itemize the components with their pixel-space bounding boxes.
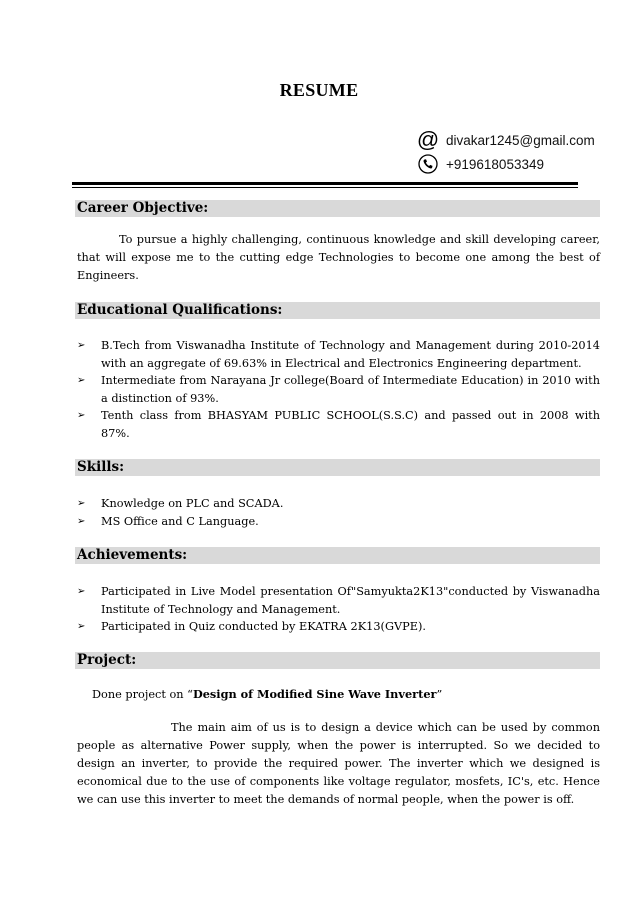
list-item: ➢ Knowledge on PLC and SCADA.: [77, 495, 600, 513]
email-row: [418, 129, 595, 151]
phone-row: [418, 153, 544, 175]
header-divider-thin: [72, 187, 578, 188]
project-description: The main aim of us is to design a device which can be used by common people as alternative Power supply, when the power is interrupted. So we decided to design an inverter, to provide the required power. The inverter which we designed is economical due to the use of components like voltage regulator, mosfets, IC's, etc. Hence we can use this inverter to meet the demands of normal people, when the power is off.: [77, 721, 600, 806]
arrow-bullet-icon: ➢: [77, 515, 86, 527]
arrow-bullet-icon: ➢: [77, 586, 86, 597]
arrow-bullet-icon: ➢: [77, 498, 86, 509]
list-item: ➢ Participated in Quiz conducted by EKATRA 2K13(GVPE).: [77, 618, 600, 636]
education-list: [77, 337, 600, 442]
list-item: ➢ Tenth class from BHASYAM PUBLIC SCHOOL(S.S.C) and passed out in 2008 with 87%.: [77, 409, 600, 440]
list-item: ➢ Intermediate from Narayana Jr college(Board of Intermediate Education) in 2010 with a distinction of 93%.: [77, 374, 600, 405]
list-item: ➢ B.Tech from Viswanadha Institute of Technology and Management during 2010-2014 with an aggregate of 69.63% in Electrical and Electronics Engineering department.: [77, 339, 600, 370]
list-item: ➢ Participated in Live Model presentation Of"Samyukta2K13"conducted by Viswanadha Institute of Technology and Management.: [77, 585, 600, 616]
arrow-bullet-icon: ➢: [77, 410, 86, 421]
section-heading-education: Educational Qualifications:: [75, 302, 600, 319]
arrow-bullet-icon: ➢: [77, 621, 86, 632]
project-intro: Done project on “Design of Modified Sine Wave Inverter”: [92, 687, 443, 701]
header-divider-thick: [72, 182, 578, 185]
section-heading-achievements: Achievements:: [75, 547, 600, 564]
project-title: Design of Modified Sine Wave Inverter: [192, 687, 437, 701]
at-icon: @: [416, 127, 440, 152]
arrow-bullet-icon: ➢: [77, 340, 86, 351]
achievements-list: [77, 583, 600, 636]
section-heading-career-objective: Career Objective:: [75, 200, 600, 217]
career-objective-text: To pursue a highly challenging, continuous knowledge and skill developing career, that will expose me to the cutting edge Technologies to become one among the best of Engineers.: [77, 233, 600, 282]
list-item: ➢ MS Office and C Language.: [77, 513, 600, 531]
section-heading-skills: Skills:: [75, 459, 600, 476]
email-text[interactable]: divakar1245@gmail.com: [446, 132, 595, 148]
phone-text[interactable]: +919618053349: [446, 156, 544, 172]
arrow-bullet-icon: ➢: [77, 375, 86, 386]
page-title: RESUME: [279, 80, 359, 100]
skills-list: [77, 495, 600, 530]
section-heading-project: Project:: [75, 652, 600, 669]
phone-icon: [418, 154, 438, 174]
